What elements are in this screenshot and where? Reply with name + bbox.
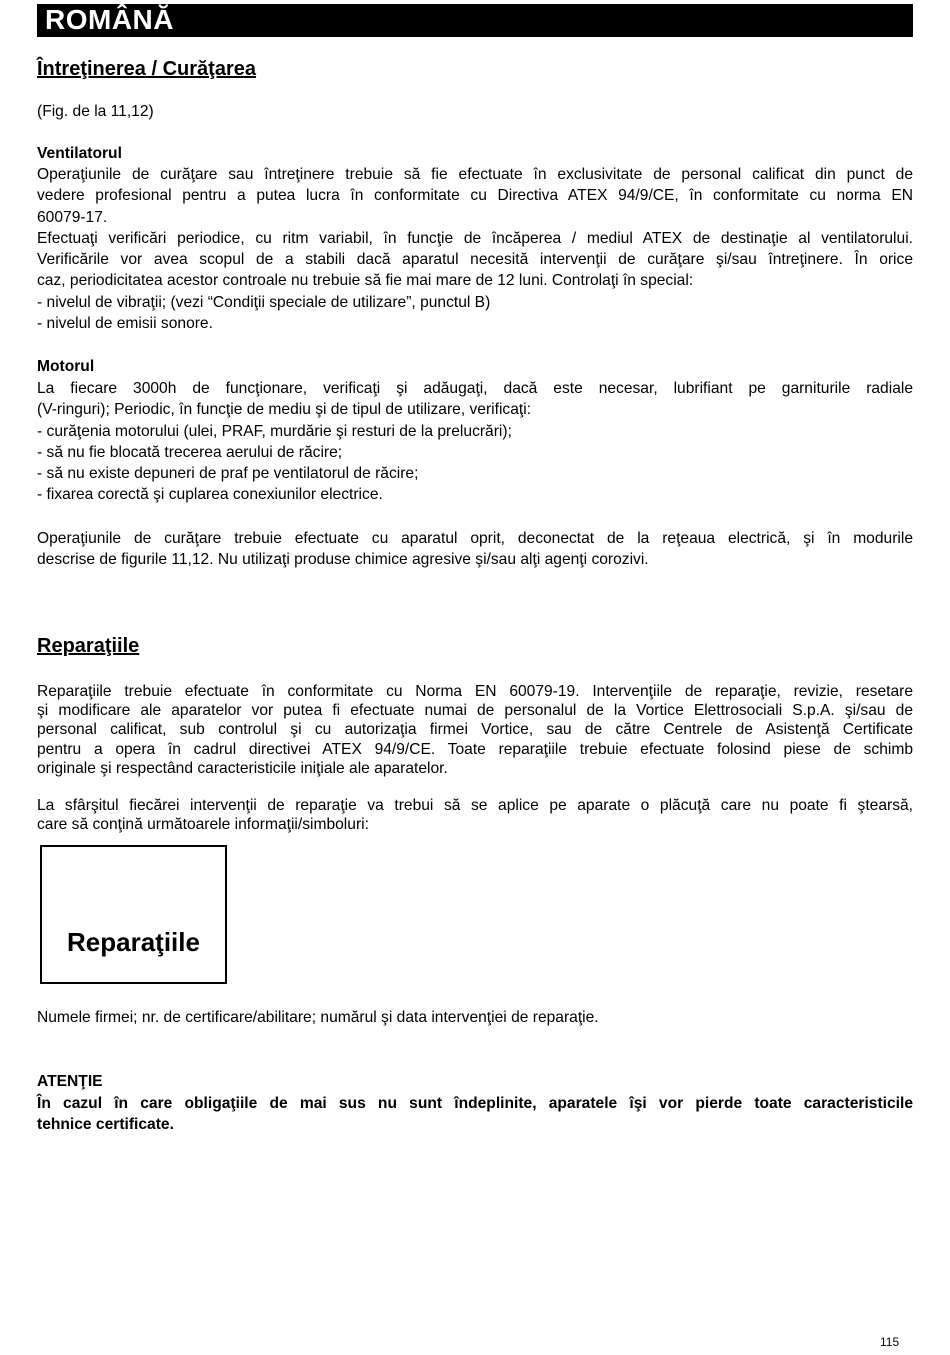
text-line: - nivelul de emisii sonore.: [37, 315, 213, 333]
motor-paragraph: [37, 378, 913, 506]
figure-reference: (Fig. de la 11,12): [37, 103, 154, 120]
text-line: Operaţiunile de curăţare trebuie efectuate cu aparatul oprit, deconectat de la reţeaua electrică, şi în modurile: [37, 530, 913, 547]
maintenance-title: Întreţinerea / Curăţarea: [37, 58, 256, 80]
language-label: ROMÂNĂ: [45, 4, 174, 35]
language-header-bar: [37, 4, 913, 37]
text-line: vedere profesional pentru a putea lucra în conformitate cu Directiva ATEX 94/9/CE, în conformitate cu norma EN: [37, 187, 913, 205]
text-line: Efectuaţi verificări periodice, cu ritm variabil, în funcţie de încăperea / mediul ATEX de destinaţie al ventilatorului.: [37, 229, 913, 247]
page-number: 115: [880, 1335, 900, 1349]
text-line: Operaţiunile de curăţare sau întreţinere trebuie să fie efectuate în exclusivitate de personal calificat din punct de: [37, 166, 913, 183]
text-line: pentru a opera în cadrul directivei ATEX 94/9/CE. Toate reparaţiile trebuie efectuate folosind piese de schimb: [37, 740, 913, 758]
text-line: Reparaţiile trebuie efectuate în conformitate cu Norma EN 60079-19. Intervenţiile de reparaţie, revizie, resetare: [37, 683, 913, 700]
text-line: tehnice certificate.: [37, 1116, 174, 1134]
text-line: 60079-17.: [37, 208, 108, 226]
cleaning-paragraph: [37, 528, 913, 571]
text-line: originale şi respectând caracteristicile iniţiale ale aparatelor.: [37, 759, 448, 777]
repair-plate-label: Reparaţiile: [67, 927, 200, 957]
fan-paragraph: [37, 164, 913, 334]
text-line: personal calificat, sub controlul şi cu autorizaţia firmei Vortice, sau de către Centrele de Asistenţă Certificate: [37, 721, 913, 739]
repairs-title: Reparaţiile: [37, 635, 140, 657]
text-line: şi modificare ale aparatelor vor putea fi efectuate numai de personalul de la Vortice Elettrosociali S.p.A. şi/sau de: [37, 702, 913, 720]
text-line: La fiecare 3000h de funcţionare, verificaţi şi adăugaţi, dacă este necesar, lubrifiant pe garniturile radiale: [37, 380, 913, 397]
text-line: În cazul în care obligaţiile de mai sus nu sunt îndeplinite, aparatele îşi vor pierde toate caracteristicile: [37, 1095, 913, 1112]
list-item: - să nu existe depuneri de praf pe ventilatorul de răcire;: [37, 465, 419, 483]
text-line: Verificările vor avea scopul de a stabili dacă aparatul necesită intervenţii de curăţare şi/sau întreţinere. În orice: [37, 251, 913, 269]
text-line: descrise de figurile 11,12. Nu utilizaţi produse chimice agresive şi/sau alţi agenţi corozivi.: [37, 551, 649, 569]
repairs-paragraph: [37, 682, 913, 778]
plate-instructions: [37, 796, 913, 834]
repair-plate-box: [40, 845, 227, 984]
fan-heading: Ventilatorul: [37, 145, 122, 162]
list-item: - fixarea corectă şi cuplarea conexiunilor electrice.: [37, 486, 383, 504]
warning-heading: ATENŢIE: [37, 1073, 103, 1090]
text-line: La sfârşitul fiecărei intervenţii de reparaţie va trebui să se aplice pe aparate o plăcuţă care nu poate fi ştearsă,: [37, 797, 913, 814]
plate-caption: Numele firmei; nr. de certificare/abilitare; numărul şi data intervenţiei de reparaţie.: [37, 1009, 599, 1026]
text-line: care să conţină următoarele informaţii/simboluri:: [37, 816, 369, 834]
text-line: - nivelul de vibraţii; (vezi “Condiţii speciale de utilizare”, punctul B): [37, 293, 491, 311]
warning-paragraph: [37, 1093, 913, 1136]
motor-heading: Motorul: [37, 358, 95, 375]
text-line: (V-ringuri); Periodic, în funcţie de mediu şi de tipul de utilizare, verificaţi:: [37, 401, 532, 419]
list-item: - curăţenia motorului (ulei, PRAF, murdărie şi resturi de la prelucrări);: [37, 422, 512, 440]
text-line: caz, periodicitatea acestor controale nu trebuie să fie mai mare de 12 luni. Controlaţi în special:: [37, 272, 694, 290]
list-item: - să nu fie blocată trecerea aerului de răcire;: [37, 443, 343, 461]
